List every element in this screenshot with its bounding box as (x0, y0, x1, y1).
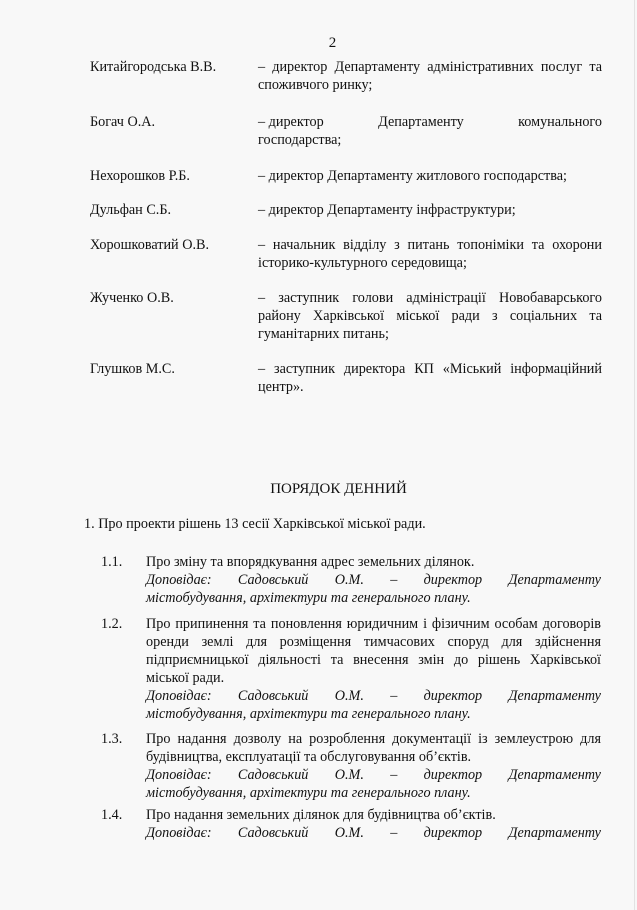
reporter-initials: О.М. (334, 825, 364, 841)
reporter-label: Доповідає: (146, 767, 212, 783)
reporter-department-name: містобудування, архітектури та генерального плану. (146, 590, 471, 606)
reporter-department: Департаменту (508, 572, 601, 588)
attendee-entry (90, 201, 602, 219)
reporter-department-name: містобудування, архітектури та генерального плану. (146, 785, 471, 801)
agenda-item-number: 1.4. (101, 807, 123, 823)
attendee-role: – заступник голови адміністрації Новобаварського району Харківської міської ради з соціальних та гуманітарних питань; (258, 290, 602, 342)
attendee-role: – заступник директора КП «Міський інформаційний центр». (258, 361, 602, 395)
reporter-name: Садовський (237, 767, 309, 783)
reporter-position: директор (423, 767, 483, 783)
reporter-line (146, 571, 601, 589)
agenda-item-text: Про надання земельних ділянок для будівництва об’єктів. (146, 807, 496, 823)
reporter-label: Доповідає: (146, 825, 212, 841)
attendee-name: Нехорошков Р.Б. (90, 168, 190, 184)
reporter-line (146, 824, 601, 842)
role-word: комунального (518, 114, 602, 130)
reporter-department: Департаменту (508, 688, 601, 704)
attendee-role-line: господарства; (258, 132, 342, 148)
reporter-name: Садовський (237, 572, 309, 588)
attendee-role: – начальник відділу з питань топоніміки та охорони історико-культурного середовища; (258, 237, 602, 271)
attendee-role-line (258, 113, 602, 131)
reporter-position: директор (423, 825, 483, 841)
attendee-name: Глушков М.С. (90, 361, 175, 377)
reporter-line (146, 766, 601, 784)
agenda-item-text: Про зміну та впорядкування адрес земельних ділянок. (146, 554, 475, 570)
agenda-title: ПОРЯДОК ДЕННИЙ (270, 481, 407, 497)
page-number: 2 (328, 35, 337, 51)
attendee-entry (90, 113, 602, 149)
reporter-initials: О.М. (334, 572, 364, 588)
reporter-label: Доповідає: (146, 572, 212, 588)
reporter-dash: – (390, 688, 398, 704)
attendee-role: – директор Департаменту інфраструктури; (258, 202, 516, 218)
attendee-name: Жученко О.В. (90, 290, 174, 306)
agenda-item-text: Про припинення та поновлення юридичним і фізичним особам договорів оренди землі для розміщення тимчасових споруд для здійснення підприємницької діяльності та внесення змін до рішень Харківської міської ради. (146, 616, 601, 686)
reporter-initials: О.М. (334, 767, 364, 783)
attendee-entry (90, 236, 602, 272)
reporter-position: директор (423, 572, 483, 588)
reporter-dash: – (390, 767, 398, 783)
role-word: – директор (258, 114, 324, 130)
attendee-entry (90, 58, 602, 94)
attendee-name: Китайгородська В.В. (90, 59, 217, 75)
attendee-role: – директор Департаменту житлового господарства; (258, 168, 567, 184)
attendee-name: Хорошковатий О.В. (90, 237, 209, 253)
reporter-initials: О.М. (334, 688, 364, 704)
reporter-name: Садовський (237, 688, 309, 704)
reporter-department-name: містобудування, архітектури та генерального плану. (146, 706, 471, 722)
attendee-name: Богач О.А. (90, 114, 156, 130)
attendee-entry (90, 360, 602, 396)
reporter-name: Садовський (237, 825, 309, 841)
attendee-entry (90, 289, 602, 343)
attendee-entry (90, 167, 602, 185)
agenda-item-text: Про надання дозволу на розроблення документації із землеустрою для будівництва, експлуатації та обслуговування об’єктів. (146, 731, 601, 765)
agenda-main-item: 1. Про проекти рішень 13 сесії Харківської міської ради. (84, 516, 426, 532)
agenda-item (101, 730, 601, 802)
agenda-item-number: 1.3. (101, 731, 123, 747)
role-word: Департаменту (378, 114, 464, 130)
reporter-department: Департаменту (508, 825, 601, 841)
reporter-position: директор (423, 688, 483, 704)
agenda-item (101, 615, 601, 723)
agenda-item-number: 1.2. (101, 616, 123, 632)
reporter-department: Департаменту (508, 767, 601, 783)
reporter-dash: – (390, 825, 398, 841)
attendee-name: Дульфан С.Б. (90, 202, 172, 218)
attendee-role: – директор Департаменту адміністративних послуг та споживчого ринку; (258, 59, 602, 93)
agenda-item-number: 1.1. (101, 554, 123, 570)
agenda-item (101, 806, 601, 842)
reporter-line (146, 687, 601, 705)
reporter-dash: – (390, 572, 398, 588)
reporter-label: Доповідає: (146, 688, 212, 704)
agenda-item (101, 553, 601, 607)
